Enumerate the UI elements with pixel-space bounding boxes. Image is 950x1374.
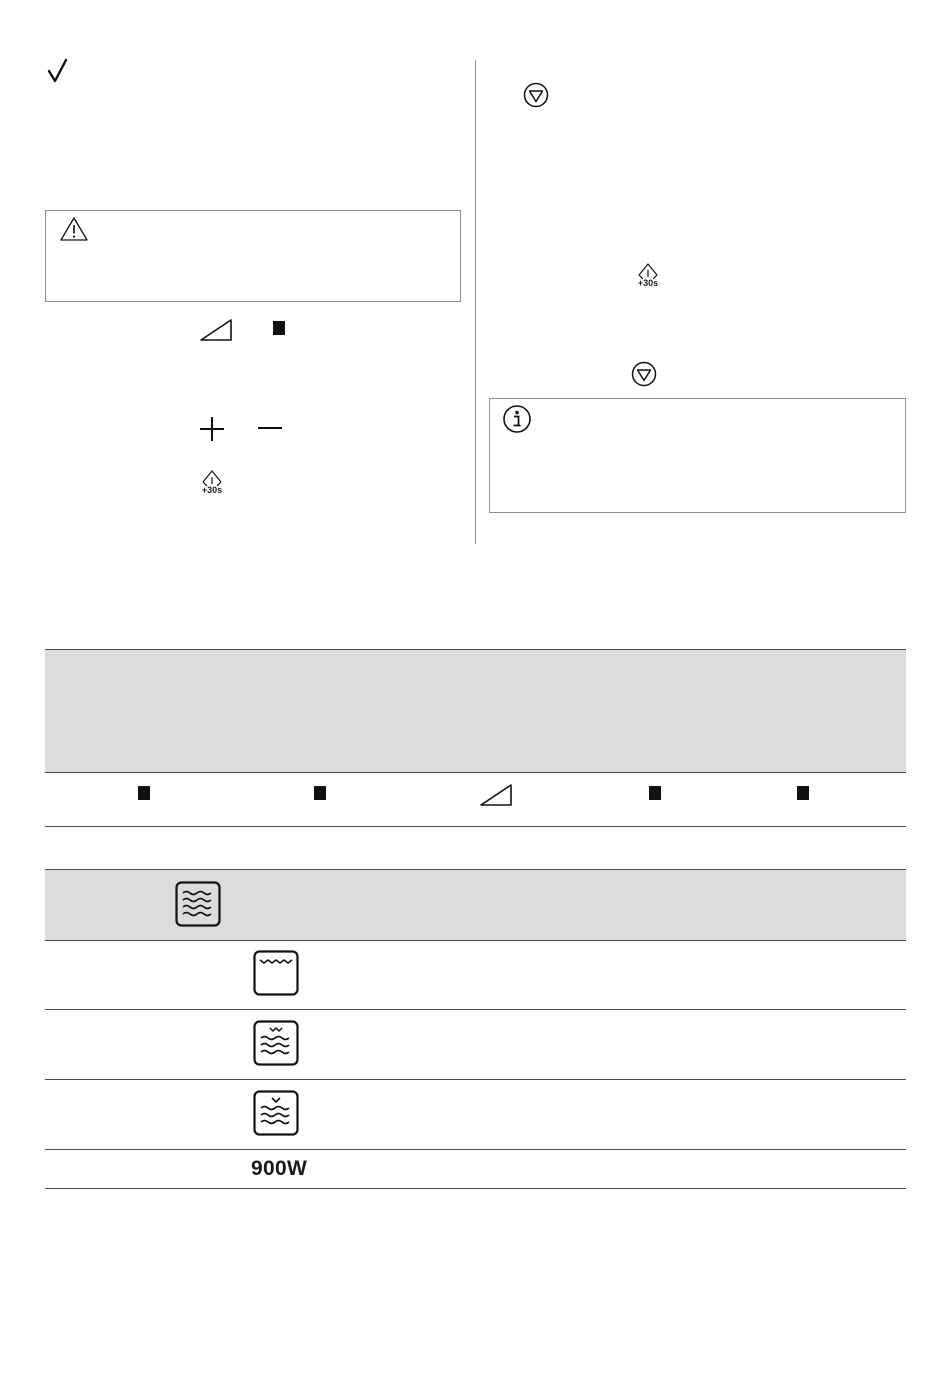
stop-square-icon xyxy=(314,786,326,800)
power-900w-label: 900W xyxy=(251,1157,308,1180)
stop-square-icon xyxy=(797,786,809,800)
table-rule xyxy=(45,1079,906,1080)
stop-square-icon xyxy=(273,321,285,335)
combi-microwave-grill-icon xyxy=(253,1020,299,1066)
microwave-waves-icon xyxy=(175,881,221,927)
column-divider xyxy=(475,60,476,544)
table-rule xyxy=(45,1149,906,1150)
stop-square-icon xyxy=(649,786,661,800)
table-rule xyxy=(45,869,906,870)
table-rule xyxy=(45,772,906,773)
table-rule xyxy=(45,940,906,941)
start-stop-triangle-button-icon xyxy=(523,82,549,108)
plus-icon xyxy=(199,416,225,442)
table-rule xyxy=(45,826,906,827)
start-stop-triangle-button-icon xyxy=(631,361,657,387)
table-rule xyxy=(45,649,906,650)
power-level-wedge-icon xyxy=(199,318,233,342)
combi-low-microwave-grill-icon xyxy=(253,1090,299,1136)
plus-30s-quick-start-icon xyxy=(634,262,662,290)
stop-square-icon xyxy=(138,786,150,800)
check-mark-icon xyxy=(47,58,69,84)
plus-30s-quick-start-icon xyxy=(198,469,226,497)
plus-30s-caption: +30s xyxy=(201,485,223,495)
info-circle-icon xyxy=(502,404,532,434)
table-rule xyxy=(45,1188,906,1189)
table-rule xyxy=(45,1009,906,1010)
power-level-wedge-icon xyxy=(479,783,513,807)
warning-triangle-icon xyxy=(59,216,89,242)
grill-icon xyxy=(253,950,299,996)
plus-30s-caption: +30s xyxy=(637,278,659,288)
info-box xyxy=(489,398,906,513)
warning-box xyxy=(45,210,461,302)
minus-icon xyxy=(257,416,283,442)
table-header-band xyxy=(45,649,906,773)
